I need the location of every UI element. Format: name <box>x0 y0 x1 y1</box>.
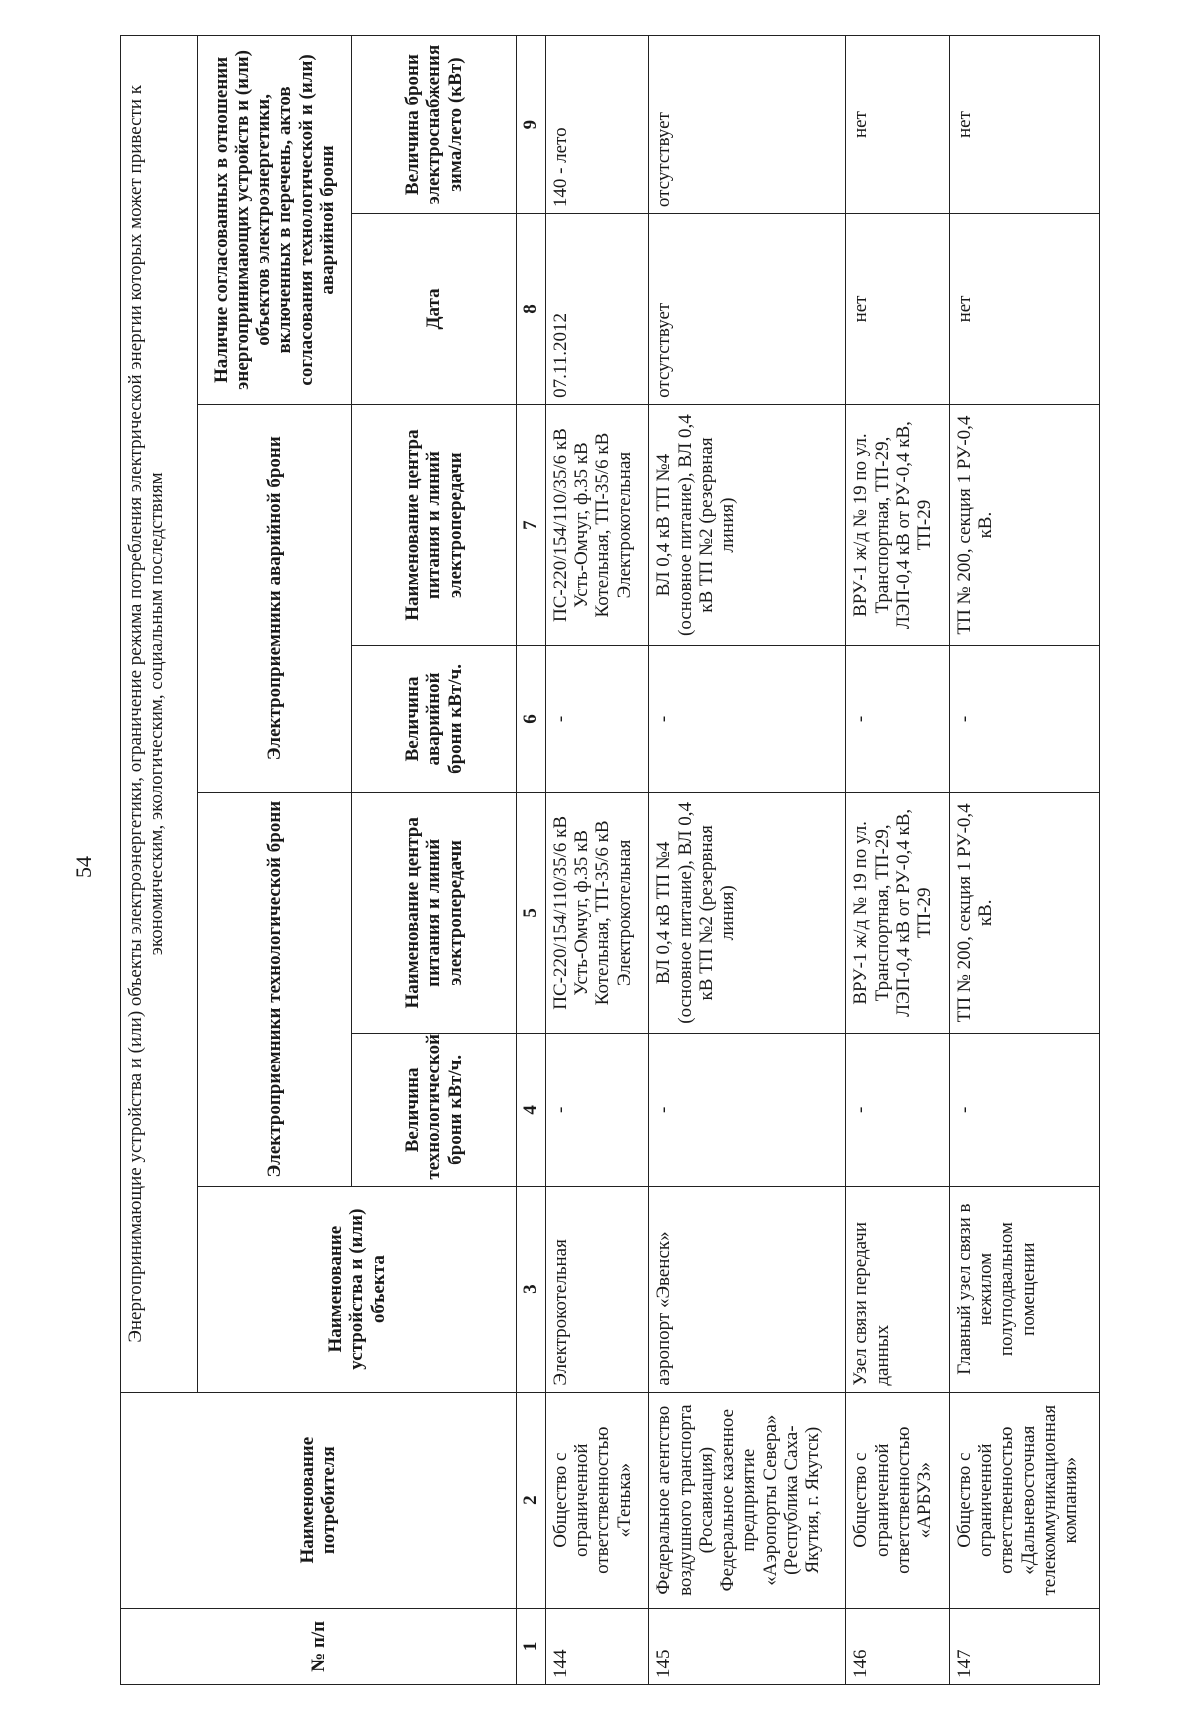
row-tech-center: ВРУ-1 ж/д № 19 по ул. Транспортная, ТП-29, ЛЭП-0,4 кВ от РУ-0,4 кВ, ТП-29 <box>846 792 949 1034</box>
row-emerg-value: - <box>649 646 846 792</box>
row-date: нет <box>949 214 1099 405</box>
table-row <box>949 36 1099 1685</box>
header-num: № п/п <box>121 1608 517 1684</box>
row-tech-value: - <box>545 1034 648 1187</box>
column-number: 9 <box>516 36 545 214</box>
header-acts-value: Величина брони электроснабжения зима/лето (кВт) <box>351 36 516 214</box>
row-value: отсутствует <box>649 36 846 214</box>
header-tech-center: Наименование центра питания и линий электропередачи <box>351 792 516 1034</box>
row-tech-value: - <box>949 1034 1099 1187</box>
row-num: 144 <box>545 1608 648 1684</box>
table-row <box>846 36 949 1685</box>
row-emerg-value: - <box>545 646 648 792</box>
header-emerg-group: Электроприемники аварийной брони <box>197 404 351 792</box>
row-num: 146 <box>846 1608 949 1684</box>
rotated-table-wrapper <box>120 35 1100 1685</box>
row-tech-center: ВЛ 0,4 кВ ТП №4 (основное питание), ВЛ 0,4 кВ ТП №2 (резервная линия) <box>649 792 846 1034</box>
column-number: 2 <box>516 1392 545 1608</box>
column-number: 1 <box>516 1608 545 1684</box>
header-acts-group: Наличие согласованных в отношении энергопринимающих устройств и (или) объектов электроэнергетики, включенных в перечень, актов согласования технологической и (или) аварийной брони <box>197 36 351 405</box>
row-date: 07.11.2012 <box>545 214 648 405</box>
row-object: Электрокотельная <box>545 1186 648 1392</box>
row-value: 140 - лето <box>545 36 648 214</box>
row-consumer: Общество с ограниченной ответственностью «Тенька» <box>545 1392 648 1608</box>
column-number: 6 <box>516 646 545 792</box>
row-emerg-center: ТП № 200, секция 1 РУ-0,4 кВ. <box>949 404 1099 646</box>
column-numbers-row <box>516 36 545 1685</box>
row-num: 145 <box>649 1608 846 1684</box>
header-tech-value: Величина технологической брони кВт/ч. <box>351 1034 516 1187</box>
row-value: нет <box>949 36 1099 214</box>
row-date: отсутствует <box>649 214 846 405</box>
column-number: 4 <box>516 1034 545 1187</box>
header-emerg-value: Величина аварийной брони кВт/ч. <box>351 646 516 792</box>
row-consumer: Общество с ограниченной ответственностью «АРБУЗ» <box>846 1392 949 1608</box>
column-number: 5 <box>516 792 545 1034</box>
column-number: 3 <box>516 1186 545 1392</box>
header-emerg-center: Наименование центра питания и линий электропередачи <box>351 404 516 646</box>
consumer-registry-table <box>120 35 1100 1685</box>
row-object: Узел связи передачи данных <box>846 1186 949 1392</box>
row-emerg-value: - <box>846 646 949 792</box>
table-title: Энергопринимающие устройства и (или) объекты электроэнергетики, ограничение режима потребления электрической энергии которых может привести к экономическим, экологическим, социальным последствиям <box>121 36 198 1393</box>
row-value: нет <box>846 36 949 214</box>
table-row <box>545 36 648 1685</box>
row-emerg-value: - <box>949 646 1099 792</box>
header-object: Наименование устройства и (или) объекта <box>197 1186 516 1392</box>
row-emerg-center: ВЛ 0,4 кВ ТП №4 (основное питание), ВЛ 0,4 кВ ТП №2 (резервная линия) <box>649 404 846 646</box>
header-acts-date: Дата <box>351 214 516 405</box>
row-date: нет <box>846 214 949 405</box>
row-object: Главный узел связи в нежилом полуподвальном помещении <box>949 1186 1099 1392</box>
page-number: 54 <box>71 856 96 878</box>
column-number: 8 <box>516 214 545 405</box>
row-object: аэропорт «Эвенск» <box>649 1186 846 1392</box>
header-tech-group: Электроприемники технологической брони <box>197 792 351 1186</box>
column-number: 7 <box>516 404 545 646</box>
row-tech-value: - <box>846 1034 949 1187</box>
row-tech-center: ПС-220/154/110/35/6 кВ Усть-Омчуг, ф.35 кВ Котельная, ТП-35/6 кВ Электрокотельная <box>545 792 648 1034</box>
row-tech-value: - <box>649 1034 846 1187</box>
row-consumer: Общество с ограниченной ответственностью «Дальневосточная телекоммуникационная компания» <box>949 1392 1099 1608</box>
header-consumer: Наименование потребителя <box>121 1392 517 1608</box>
row-emerg-center: ПС-220/154/110/35/6 кВ Усть-Омчуг, ф.35 кВ Котельная, ТП-35/6 кВ Электрокотельная <box>545 404 648 646</box>
row-tech-center: ТП № 200, секция 1 РУ-0,4 кВ. <box>949 792 1099 1034</box>
row-num: 147 <box>949 1608 1099 1684</box>
row-consumer: Федеральное агентство воздушного транспорта (Росавиация) Федеральное казенное предприятие «Аэропорты Севера» (Республика Саха-Якутия, г. Якутск) <box>649 1392 846 1608</box>
row-emerg-center: ВРУ-1 ж/д № 19 по ул. Транспортная, ТП-29, ЛЭП-0,4 кВ от РУ-0,4 кВ, ТП-29 <box>846 404 949 646</box>
table-row <box>649 36 846 1685</box>
